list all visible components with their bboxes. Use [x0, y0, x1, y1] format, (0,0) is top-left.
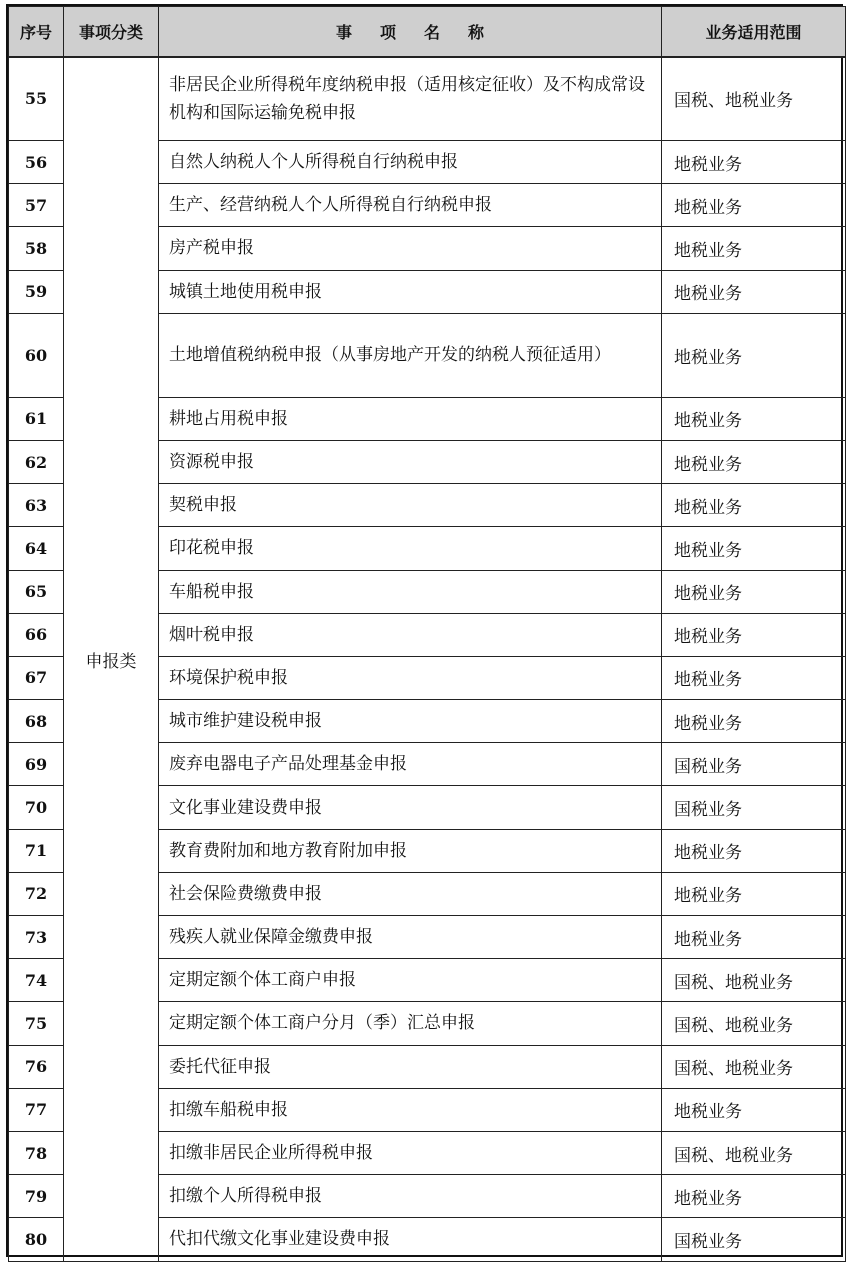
- item-name-cell: 印花税申报: [159, 527, 662, 570]
- business-scope-cell: 地税业务: [662, 916, 846, 959]
- business-scope-cell: 国税业务: [662, 743, 846, 786]
- row-number-cell: 68: [9, 700, 64, 743]
- item-name-cell: 土地增值税纳税申报（从事房地产开发的纳税人预征适用）: [159, 313, 662, 397]
- row-number-cell: 76: [9, 1045, 64, 1088]
- item-name-cell: 定期定额个体工商户分月（季）汇总申报: [159, 1002, 662, 1045]
- row-number-cell: 58: [9, 227, 64, 270]
- row-number-cell: 77: [9, 1088, 64, 1131]
- business-scope-cell: 国税业务: [662, 1218, 846, 1261]
- item-name-cell: 资源税申报: [159, 440, 662, 483]
- business-scope-cell: 国税、地税业务: [662, 1002, 846, 1045]
- business-scope-cell: 地税业务: [662, 656, 846, 699]
- column-header-name: 事项名称: [159, 7, 662, 57]
- tax-items-table-container: [6, 4, 843, 1257]
- business-scope-cell: 地税业务: [662, 484, 846, 527]
- column-header-scope: 业务适用范围: [662, 7, 846, 57]
- row-number-cell: 67: [9, 656, 64, 699]
- table-body: [9, 57, 846, 1262]
- row-number-cell: 59: [9, 270, 64, 313]
- row-number-cell: 72: [9, 872, 64, 915]
- row-number-cell: 57: [9, 184, 64, 227]
- business-scope-cell: 地税业务: [662, 570, 846, 613]
- item-name-cell: 烟叶税申报: [159, 613, 662, 656]
- item-name-cell: 扣缴车船税申报: [159, 1088, 662, 1131]
- item-name-cell: 文化事业建设费申报: [159, 786, 662, 829]
- business-scope-cell: 国税、地税业务: [662, 57, 846, 141]
- item-name-cell: 契税申报: [159, 484, 662, 527]
- business-scope-cell: 地税业务: [662, 397, 846, 440]
- item-name-cell: 耕地占用税申报: [159, 397, 662, 440]
- business-scope-cell: 地税业务: [662, 829, 846, 872]
- item-name-cell: 定期定额个体工商户申报: [159, 959, 662, 1002]
- item-name-cell: 环境保护税申报: [159, 656, 662, 699]
- row-number-cell: 61: [9, 397, 64, 440]
- business-scope-cell: 地税业务: [662, 1088, 846, 1131]
- row-number-cell: 60: [9, 313, 64, 397]
- item-name-cell: 房产税申报: [159, 227, 662, 270]
- row-number-cell: 74: [9, 959, 64, 1002]
- row-number-cell: 66: [9, 613, 64, 656]
- row-number-cell: 73: [9, 916, 64, 959]
- row-number-cell: 64: [9, 527, 64, 570]
- row-number-cell: 69: [9, 743, 64, 786]
- business-scope-cell: 地税业务: [662, 227, 846, 270]
- row-number-cell: 75: [9, 1002, 64, 1045]
- item-name-cell: 城镇土地使用税申报: [159, 270, 662, 313]
- row-number-cell: 56: [9, 141, 64, 184]
- business-scope-cell: 地税业务: [662, 872, 846, 915]
- tax-items-table: [8, 6, 846, 1262]
- item-name-cell: 社会保险费缴费申报: [159, 872, 662, 915]
- row-number-cell: 79: [9, 1175, 64, 1218]
- item-name-cell: 生产、经营纳税人个人所得税自行纳税申报: [159, 184, 662, 227]
- business-scope-cell: 国税、地税业务: [662, 1131, 846, 1174]
- category-cell: 申报类: [64, 57, 159, 1262]
- item-name-cell: 城市维护建设税申报: [159, 700, 662, 743]
- table-row: [9, 57, 846, 141]
- business-scope-cell: 地税业务: [662, 184, 846, 227]
- business-scope-cell: 地税业务: [662, 313, 846, 397]
- row-number-cell: 62: [9, 440, 64, 483]
- business-scope-cell: 地税业务: [662, 270, 846, 313]
- item-name-cell: 扣缴个人所得税申报: [159, 1175, 662, 1218]
- row-number-cell: 80: [9, 1218, 64, 1261]
- item-name-cell: 废弃电器电子产品处理基金申报: [159, 743, 662, 786]
- item-name-cell: 扣缴非居民企业所得税申报: [159, 1131, 662, 1174]
- row-number-cell: 70: [9, 786, 64, 829]
- row-number-cell: 78: [9, 1131, 64, 1174]
- row-number-cell: 71: [9, 829, 64, 872]
- row-number-cell: 63: [9, 484, 64, 527]
- row-number-cell: 65: [9, 570, 64, 613]
- item-name-cell: 自然人纳税人个人所得税自行纳税申报: [159, 141, 662, 184]
- table-header-row: [9, 7, 846, 57]
- business-scope-cell: 地税业务: [662, 1175, 846, 1218]
- business-scope-cell: 国税、地税业务: [662, 1045, 846, 1088]
- item-name-cell: 残疾人就业保障金缴费申报: [159, 916, 662, 959]
- business-scope-cell: 地税业务: [662, 700, 846, 743]
- item-name-cell: 教育费附加和地方教育附加申报: [159, 829, 662, 872]
- item-name-cell: 非居民企业所得税年度纳税申报（适用核定征收）及不构成常设机构和国际运输免税申报: [159, 57, 662, 141]
- business-scope-cell: 地税业务: [662, 613, 846, 656]
- column-header-no: 序号: [9, 7, 64, 57]
- business-scope-cell: 地税业务: [662, 527, 846, 570]
- business-scope-cell: 国税、地税业务: [662, 959, 846, 1002]
- item-name-cell: 车船税申报: [159, 570, 662, 613]
- row-number-cell: 55: [9, 57, 64, 141]
- business-scope-cell: 地税业务: [662, 440, 846, 483]
- business-scope-cell: 国税业务: [662, 786, 846, 829]
- column-header-category: 事项分类: [64, 7, 159, 57]
- item-name-cell: 代扣代缴文化事业建设费申报: [159, 1218, 662, 1261]
- business-scope-cell: 地税业务: [662, 141, 846, 184]
- item-name-cell: 委托代征申报: [159, 1045, 662, 1088]
